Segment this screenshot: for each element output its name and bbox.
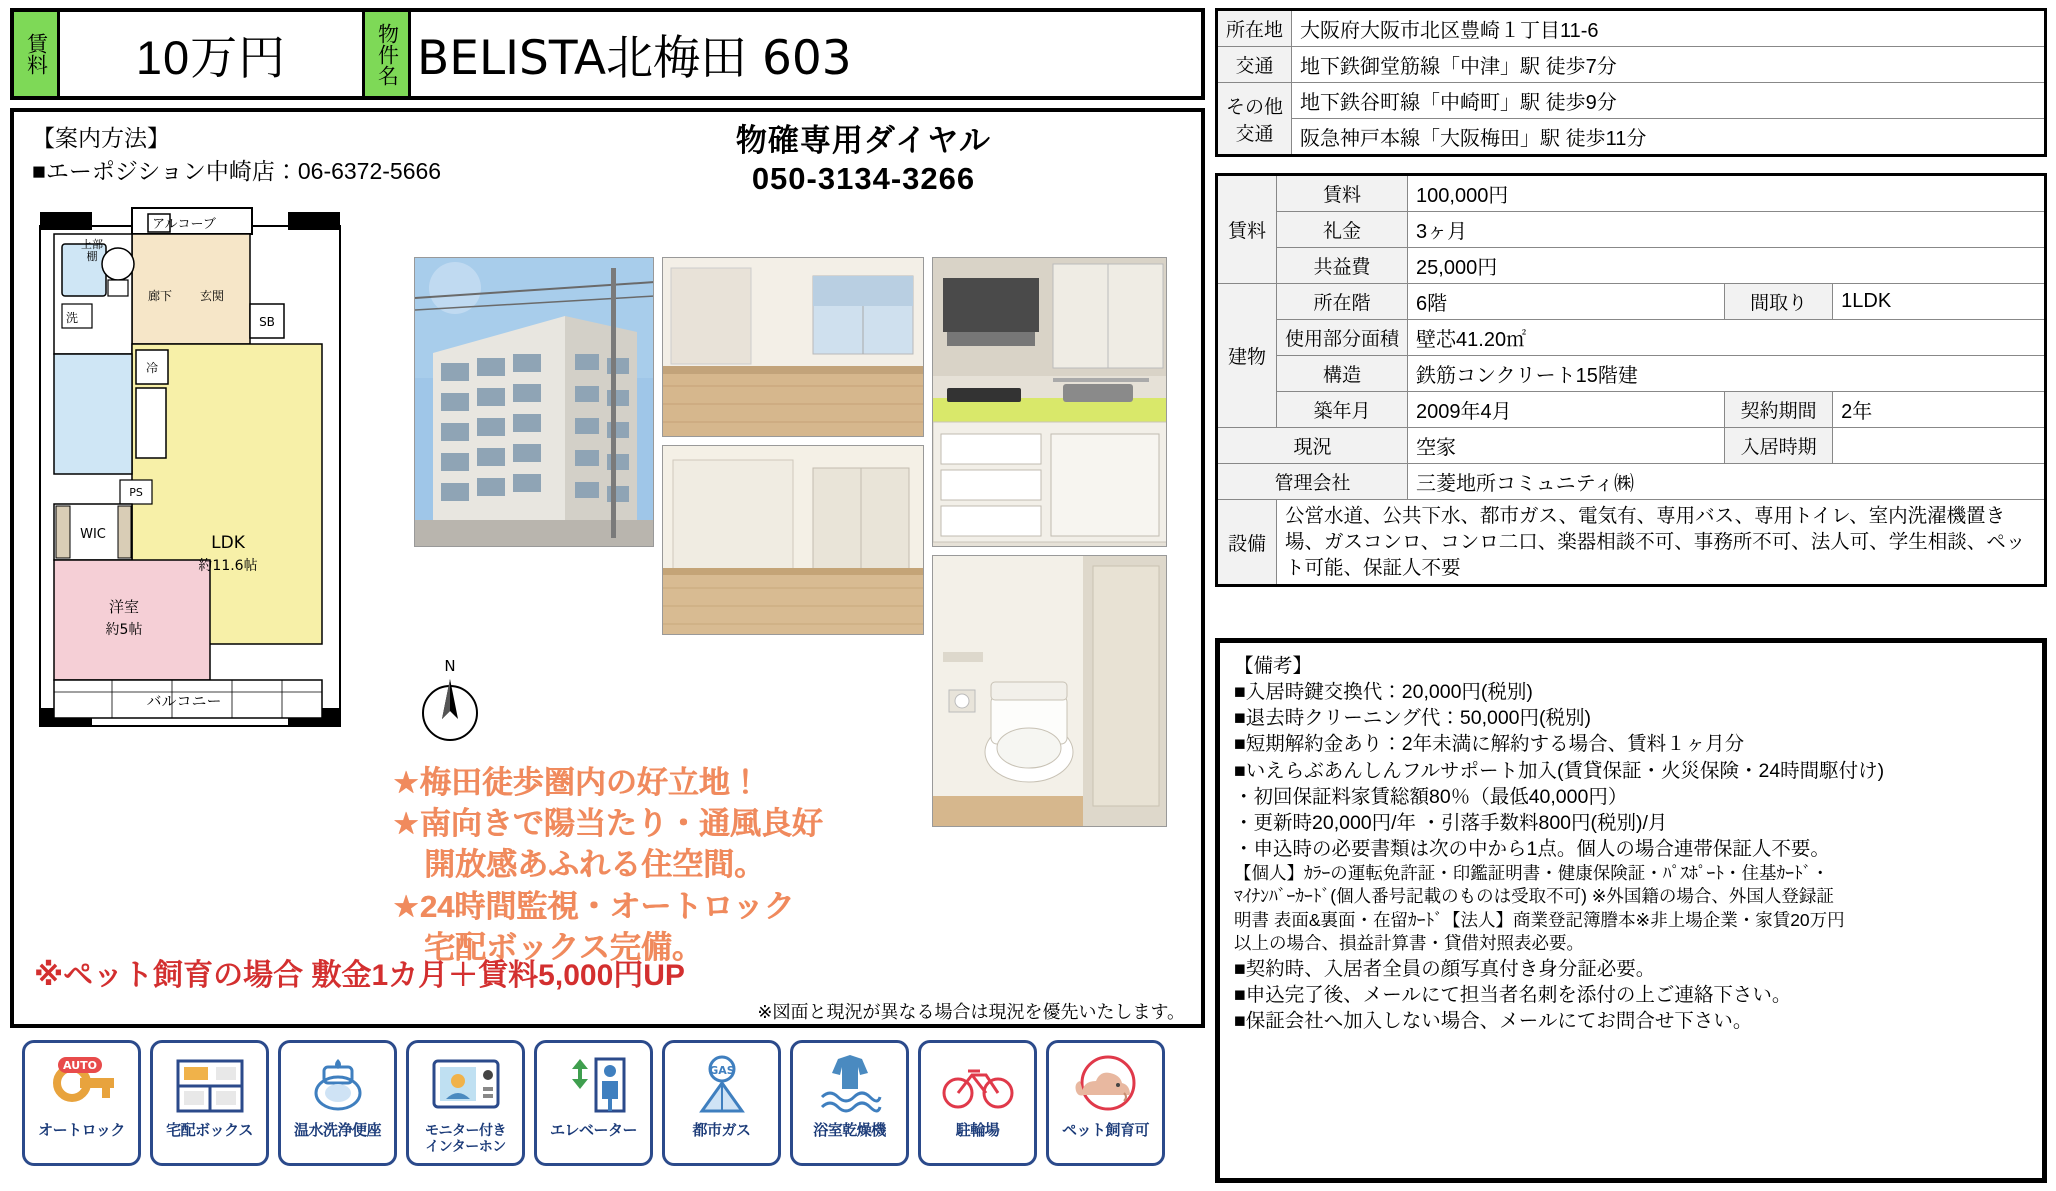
structure-value: 鉄筋コンクリート15階建 bbox=[1408, 356, 2046, 392]
remarks-tail-line-1: ■契約時、入居者全員の顔写真付き身分証必要。 bbox=[1234, 957, 1656, 980]
contract-value: 2年 bbox=[1833, 392, 2046, 428]
svg-text:GAS: GAS bbox=[708, 1064, 735, 1077]
table-row-area bbox=[1217, 320, 2046, 356]
area-value: 壁芯41.20㎡ bbox=[1408, 320, 2046, 356]
photo-building-exterior bbox=[414, 257, 654, 547]
remarks-line-2: ■退去時クリーニング代：50,000円(税別) bbox=[1234, 707, 1592, 730]
remarks-line-6: ・更新時20,000円/年 ・引落手数料800円(税別)/月 bbox=[1234, 811, 1668, 834]
common-fee-label: 共益費 bbox=[1277, 248, 1408, 284]
disclaimer-note: ※図面と現況が異なる場合は現況を優先いたします。 bbox=[757, 1002, 1185, 1022]
svg-text:AUTO: AUTO bbox=[62, 1059, 97, 1072]
movein-label: 入居時期 bbox=[1725, 428, 1833, 464]
svg-text:廊下: 廊下 bbox=[147, 289, 173, 303]
guide-block bbox=[32, 122, 441, 189]
amenity-bicycle-parking-label: 駐輪場 bbox=[955, 1122, 1000, 1139]
pet-allowed-icon bbox=[1068, 1049, 1144, 1123]
feature-highlights bbox=[392, 762, 823, 968]
amenity-monitor-intercom bbox=[406, 1040, 525, 1166]
equipment-label: 設備 bbox=[1217, 500, 1277, 586]
equipment-value: 公営水道、公共下水、都市ガス、電気有、専用バス、専用トイレ、室内洗濯機置き場、ガスコンロ、コンロ二口、楽器相談不可、事務所不可、法人可、学生相談、ペット可能、保証人不要 bbox=[1277, 500, 2046, 586]
table-row-equipment bbox=[1217, 500, 2046, 586]
other-transport-label-l1: その他 bbox=[1226, 96, 1284, 118]
area-label: 使用部分面積 bbox=[1277, 320, 1408, 356]
svg-text:LDK: LDK bbox=[211, 533, 245, 553]
transport-label: 交通 bbox=[1217, 47, 1292, 83]
amenity-bicycle-parking bbox=[918, 1040, 1037, 1166]
amenity-elevator bbox=[534, 1040, 653, 1166]
title-bar bbox=[10, 8, 1205, 100]
monitor-intercom-icon bbox=[428, 1049, 504, 1123]
property-name: BELISTA北梅田 603 bbox=[417, 30, 852, 86]
transport-value: 地下鉄御堂筋線「中津」駅 徒歩7分 bbox=[1292, 47, 2046, 83]
amenity-monitor-intercom-label: モニター付き インターホン bbox=[425, 1122, 506, 1154]
svg-text:棚: 棚 bbox=[86, 250, 98, 263]
svg-text:玄関: 玄関 bbox=[199, 289, 225, 303]
svg-text:洗: 洗 bbox=[65, 311, 79, 325]
bicycle-parking-icon bbox=[940, 1049, 1016, 1123]
svg-text:約5帖: 約5帖 bbox=[105, 622, 143, 638]
table-row-built bbox=[1217, 392, 2046, 428]
table-row-rent bbox=[1217, 175, 2046, 212]
key-money-value: 3ヶ月 bbox=[1408, 212, 2046, 248]
table-row-floor bbox=[1217, 284, 2046, 320]
warm-water-toilet-icon bbox=[300, 1049, 376, 1123]
amenity-delivery-box-label: 宅配ボックス bbox=[166, 1122, 253, 1139]
address-label: 所在地 bbox=[1217, 10, 1292, 47]
svg-text:バルコニー: バルコニー bbox=[146, 692, 222, 710]
mgmt-label: 管理会社 bbox=[1217, 464, 1408, 500]
structure-label: 構造 bbox=[1277, 356, 1408, 392]
amenity-icon-row bbox=[22, 1040, 1212, 1168]
movein-value bbox=[1833, 428, 2046, 464]
layout-label: 間取り bbox=[1725, 284, 1833, 320]
guide-title: 【案内方法】 bbox=[32, 125, 170, 151]
photo-living-room bbox=[662, 257, 924, 437]
table-row-other-transport-1 bbox=[1217, 83, 2046, 119]
layout-value: 1LDK bbox=[1833, 284, 2046, 320]
amenity-elevator-label: エレベーター bbox=[549, 1122, 637, 1139]
feature-line-4: ★24時間監視・オートロック bbox=[392, 888, 795, 924]
built-label: 築年月 bbox=[1277, 392, 1408, 428]
floor-plan bbox=[32, 192, 397, 737]
bath-dryer-icon bbox=[812, 1049, 888, 1123]
table-row-status bbox=[1217, 428, 2046, 464]
feature-line-2: ★南向きで陽当たり・通風良好 bbox=[392, 806, 823, 842]
left-body bbox=[10, 108, 1205, 1028]
remarks-line-4: ■いえらぶあんしんフルサポート加入(賃貸保証・火災保険・24時間駆付け) bbox=[1234, 759, 1885, 782]
remarks-tail-line-3: ■保証会社へ加入しない場合、メールにてお問合せ下さい。 bbox=[1234, 1010, 1753, 1032]
elevator-icon bbox=[556, 1049, 632, 1123]
feature-line-3: 開放感あふれる住空間。 bbox=[424, 847, 765, 883]
photo-kitchen bbox=[932, 257, 1167, 547]
rent-group-label: 賃料 bbox=[1217, 175, 1277, 284]
key-money-label: 礼金 bbox=[1277, 212, 1408, 248]
rent-row-value: 100,000円 bbox=[1408, 175, 2046, 212]
compass-north: N bbox=[444, 657, 456, 675]
amenity-pet-allowed bbox=[1046, 1040, 1165, 1166]
amenity-washlet-label: 温水洗浄便座 bbox=[293, 1122, 381, 1139]
amenity-city-gas-label: 都市ガス bbox=[692, 1122, 751, 1139]
dial-title: 物確専用ダイヤル bbox=[735, 123, 991, 158]
photo-western-room bbox=[662, 445, 924, 635]
svg-text:WIC: WIC bbox=[80, 527, 106, 542]
svg-text:冷: 冷 bbox=[145, 361, 159, 375]
floor-value: 6階 bbox=[1408, 284, 1725, 320]
svg-text:上部: 上部 bbox=[81, 238, 103, 251]
table-row-management bbox=[1217, 464, 2046, 500]
pet-surcharge-note: ※ペット飼育の場合 敷金1カ月＋賃料5,000円UP bbox=[34, 959, 685, 992]
property-name-label: 物件名 bbox=[365, 12, 411, 96]
amenity-pet-allowed-label: ペット飼育可 bbox=[1061, 1122, 1149, 1139]
fp-label-alcove: アルコーブ bbox=[152, 217, 216, 232]
compass bbox=[414, 657, 486, 749]
other-transport-value-1: 地下鉄谷町線「中崎町」駅 徒歩9分 bbox=[1292, 83, 2046, 119]
mgmt-value: 三菱地所コミュニティ㈱ bbox=[1408, 464, 2046, 500]
amenity-auto-lock bbox=[22, 1040, 141, 1166]
dial-block bbox=[736, 122, 991, 198]
rent-value: 10万円 bbox=[60, 12, 365, 96]
address-table bbox=[1215, 8, 2047, 157]
feature-line-1: ★梅田徒歩圏内の好立地！ bbox=[392, 765, 761, 800]
amenity-bath-dryer bbox=[790, 1040, 909, 1166]
other-transport-label-l2: 交通 bbox=[1235, 123, 1274, 145]
table-row-structure bbox=[1217, 356, 2046, 392]
building-group-label: 建物 bbox=[1217, 284, 1277, 428]
amenity-delivery-box bbox=[150, 1040, 269, 1166]
remarks-line-3: ■短期解約金あり：2年未満に解約する場合、賃料１ヶ月分 bbox=[1234, 733, 1745, 756]
right-column bbox=[1215, 8, 2047, 603]
rent-building-table bbox=[1215, 173, 2047, 587]
photo-toilet bbox=[932, 555, 1167, 827]
other-transport-value-2: 阪急神戸本線「大阪梅田」駅 徒歩11分 bbox=[1292, 119, 2046, 156]
status-label: 現況 bbox=[1217, 428, 1408, 464]
remarks-line-5: ・初回保証料家賃総額80％（最低40,000円） bbox=[1234, 785, 1628, 808]
other-transport-label bbox=[1217, 83, 1292, 156]
amenity-washlet bbox=[278, 1040, 397, 1166]
floor-label: 所在階 bbox=[1277, 284, 1408, 320]
remarks-small-line-2: ﾏｲﾅﾝﾊﾞｰｶｰﾄﾞ(個人番号記載のものは受取不可) ※外国籍の場合、外国人登録証 bbox=[1234, 886, 1834, 907]
remarks-line-1: ■入居時鍵交換代：20,000円(税別) bbox=[1234, 681, 1533, 704]
status-value: 空家 bbox=[1408, 428, 1725, 464]
table-row-address bbox=[1217, 10, 2046, 47]
table-row-key-money bbox=[1217, 212, 2046, 248]
contract-label: 契約期間 bbox=[1725, 392, 1833, 428]
remarks-small-line-1: 【個人】ｶﾗｰの運転免許証・印鑑証明書・健康保険証・ﾊﾟｽﾎﾟｰﾄ・住基ｶｰﾄﾞ・ bbox=[1234, 863, 1829, 883]
remarks-title: 【備考】 bbox=[1234, 655, 1313, 677]
amenity-city-gas bbox=[662, 1040, 781, 1166]
amenity-bath-dryer-label: 浴室乾燥機 bbox=[813, 1122, 886, 1139]
svg-text:洋室: 洋室 bbox=[108, 598, 140, 616]
dial-number: 050-3134-3266 bbox=[751, 160, 976, 196]
table-row-transport bbox=[1217, 47, 2046, 83]
rent-label: 賃料 bbox=[14, 12, 60, 96]
auto-lock-icon bbox=[44, 1049, 120, 1123]
guide-shop: ■エーポジション中崎店：06-6372-5666 bbox=[32, 158, 442, 185]
remarks-small-line-3: 明書 表面&裏面・在留ｶｰﾄﾞ【法人】商業登記簿謄本※非上場企業・家賃20万円 bbox=[1234, 909, 1845, 930]
remarks-box bbox=[1215, 638, 2047, 1183]
delivery-box-icon bbox=[172, 1049, 248, 1123]
feature-line-5: 宅配ボックス完備。 bbox=[424, 929, 703, 965]
rent-row-label: 賃料 bbox=[1277, 175, 1408, 212]
table-row-other-transport-2 bbox=[1217, 119, 2046, 156]
svg-text:SB: SB bbox=[259, 315, 275, 329]
common-fee-value: 25,000円 bbox=[1408, 248, 2046, 284]
left-column bbox=[10, 8, 1205, 1183]
table-row-common-fee bbox=[1217, 248, 2046, 284]
remarks-line-7: ・申込時の必要書類は次の中から1点。個人の場合連帯保証人不要。 bbox=[1234, 837, 1830, 860]
svg-text:PS: PS bbox=[129, 486, 143, 499]
built-value: 2009年4月 bbox=[1408, 392, 1725, 428]
address-value: 大阪府大阪市北区豊崎１丁目11-6 bbox=[1292, 10, 2046, 47]
amenity-auto-lock-label: オートロック bbox=[38, 1122, 125, 1139]
remarks-small-line-4: 以上の場合、損益計算書・貸借対照表必要。 bbox=[1234, 933, 1584, 954]
remarks-tail-line-2: ■申込完了後、メールにて担当者名刺を添付の上ご連絡下さい。 bbox=[1234, 983, 1792, 1006]
city-gas-icon bbox=[684, 1049, 760, 1123]
svg-text:約11.6帖: 約11.6帖 bbox=[198, 558, 258, 574]
